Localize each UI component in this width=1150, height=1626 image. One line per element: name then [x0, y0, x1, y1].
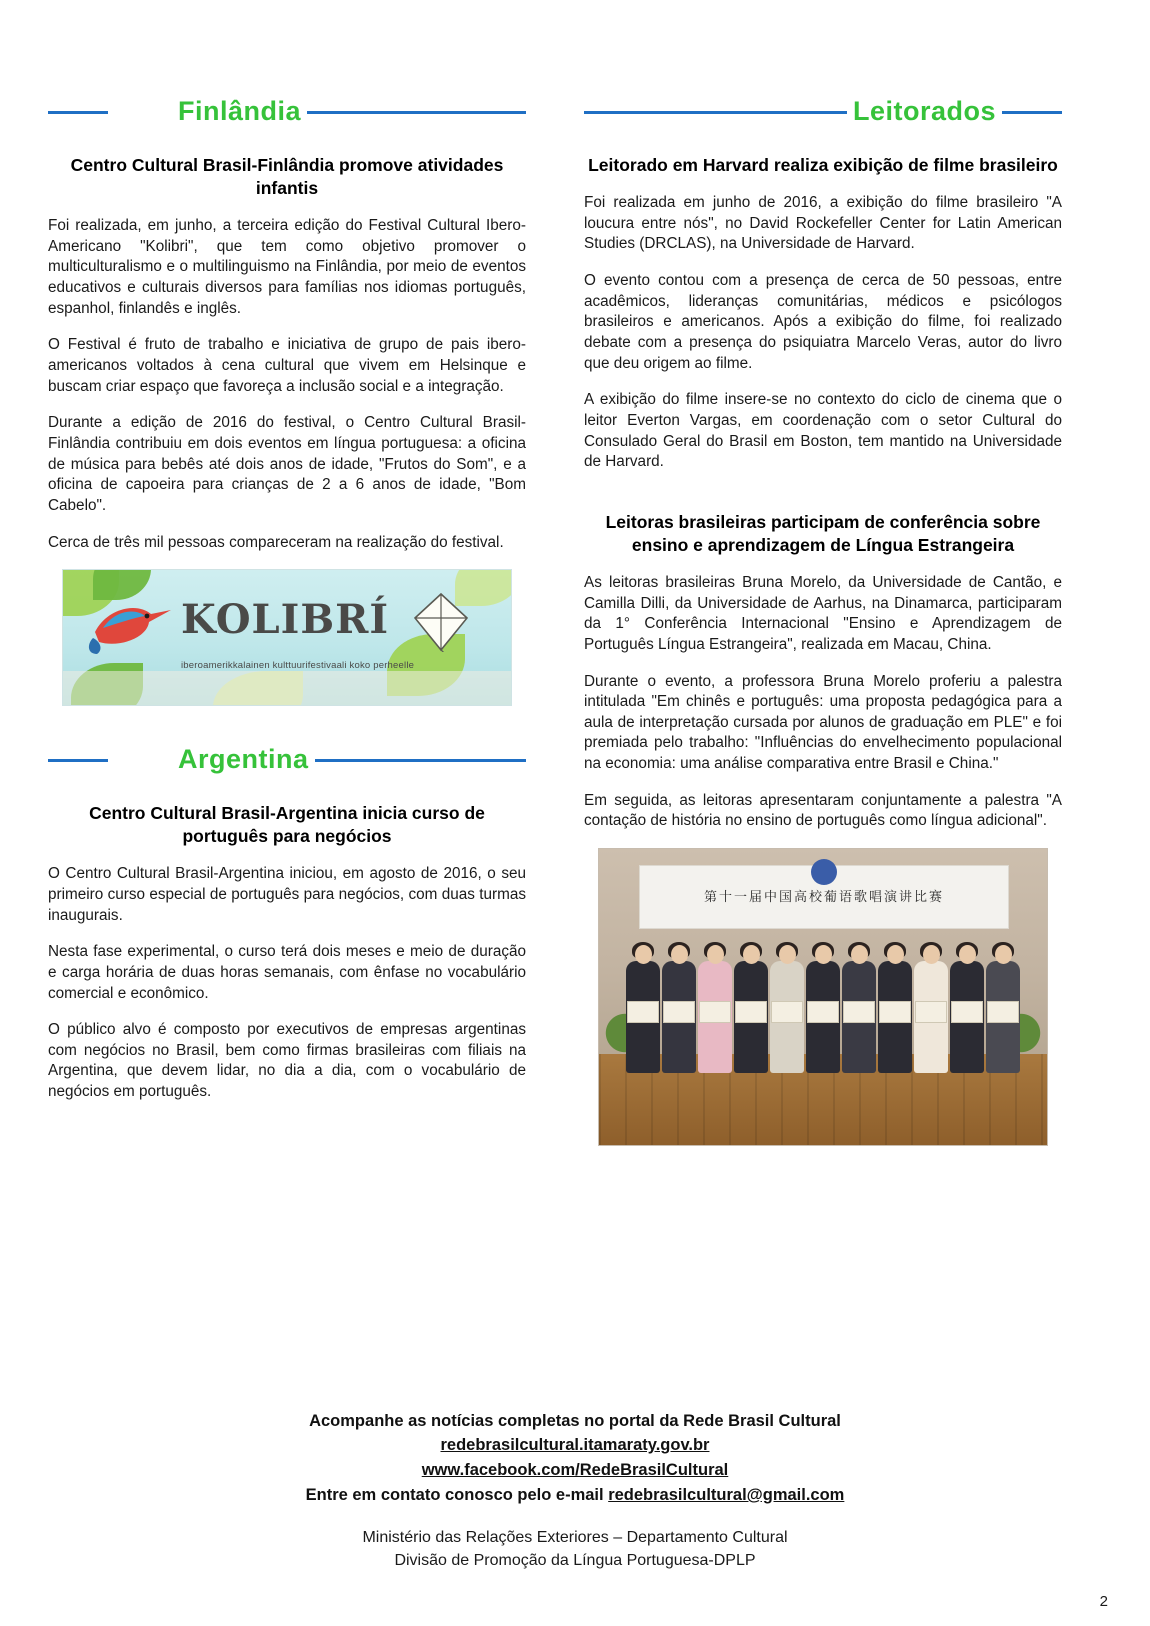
right-column [584, 92, 1062, 1146]
page-footer [0, 1409, 1150, 1572]
left-column [48, 92, 526, 1146]
person-figure [877, 945, 913, 1095]
photo-banner-text: 第十一届中国高校葡语歌唱演讲比赛 [703, 890, 944, 906]
kolibri-festival-banner-image [62, 569, 512, 706]
section-title-text: Finlândia [178, 95, 302, 126]
conference-group-photo-image [598, 848, 1048, 1146]
footer-ministry-line-2: Divisão de Promoção da Língua Portuguesa-DPLP [394, 1551, 756, 1569]
spacer [48, 706, 526, 740]
article-paragraph: Foi realizada, em junho, a terceira edição do Festival Cultural Ibero-Americano "Kolibri", que tem como objetivo promover o multiculturalismo e o multilinguismo na Finlândia, por meio de eventos educativos e culturais diversos para famílias nos idiomas português, espanhol, finlandês e inglês. [48, 217, 526, 317]
kite-icon [411, 592, 471, 652]
article-paragraph: O Festival é fruto de trabalho e iniciativa de grupo de pais ibero-americanos voltados à cena cultural que vivem em Helsinque e buscam criar espaço que favoreça a inclusão social e a integração. [48, 336, 526, 395]
footer-contact-prefix: Entre em contato conosco pelo e-mail [305, 1485, 609, 1504]
heading-rule-right [1002, 111, 1062, 114]
emblem-icon [811, 859, 837, 885]
footer-line-portal: Acompanhe as notícias completas no portal da Rede Brasil Cultural [309, 1411, 841, 1430]
article-paragraph: Nesta fase experimental, o curso terá dois meses e meio de duração e carga horária de duas horas semanais, com ênfase no vocabulário comercial e econômico. [48, 943, 526, 1002]
person-figure [805, 945, 841, 1095]
person-figure [841, 945, 877, 1095]
section-heading-leitorados [584, 92, 1062, 132]
person-figure [769, 945, 805, 1095]
person-figure [913, 945, 949, 1095]
heading-rule-right [307, 111, 526, 114]
spacer [584, 489, 1062, 511]
article-paragraph: O evento contou com a presença de cerca de 50 pessoas, entre acadêmicos, lideranças comunitárias, médicos e psicólogos brasileiros e americanos. Após a exibição do filme, foi realizado debate com a presença do psiquiatra Marcelo Veras, autor do livro que deu origem ao filme. [584, 272, 1062, 372]
article-paragraph: A exibição do filme insere-se no contexto do ciclo de cinema que o leitor Everton Vargas, em coordenação com o setor Cultural do Consulado Geral do Brasil em Boston, tem mantido na Universidade de Harvard. [584, 391, 1062, 471]
section-heading-argentina [48, 740, 526, 780]
footer-ministry-line-1: Ministério das Relações Exteriores – Departamento Cultural [362, 1528, 788, 1546]
article-title-harvard: Leitorado em Harvard realiza exibição de filme brasileiro [588, 155, 1058, 175]
person-figure [733, 945, 769, 1095]
article-title-finlandia: Centro Cultural Brasil-Finlândia promove atividades infantis [70, 155, 504, 199]
kolibri-wordmark: KOLIBRÍ [181, 596, 390, 644]
section-title-text: Leitorados [852, 95, 996, 126]
person-figure [949, 945, 985, 1095]
article-paragraph: O público alvo é composto por executivos de empresas argentinas com negócios no Brasil, bem como firmas brasileiras com filiais na Argentina, que devem lidar, no dia a dia, com o vocabulário de negócios em português. [48, 1021, 526, 1101]
article-paragraph: O Centro Cultural Brasil-Argentina iniciou, em agosto de 2016, o seu primeiro curso especial de português para negócios, com duas turmas inaugurais. [48, 865, 526, 924]
heading-rule-left [48, 111, 108, 114]
heading-rule-left [584, 111, 847, 114]
article-paragraph: Cerca de três mil pessoas compareceram na realização do festival. [48, 533, 504, 551]
hummingbird-icon [85, 588, 175, 660]
section-heading-finlandia [48, 92, 526, 132]
page-number: 2 [1099, 1593, 1108, 1610]
article-paragraph: As leitoras brasileiras Bruna Morelo, da Universidade de Cantão, e Camilla Dilli, da Universidade de Aarhus, na Dinamarca, participaram da 1° Conferência Internacional "Ensino e Aprendizagem de Português Língua Estrangeira", realizada em Macau, China. [584, 573, 1062, 653]
person-figure [661, 945, 697, 1095]
section-title-text: Argentina [178, 743, 309, 774]
footer-link-facebook[interactable]: www.facebook.com/RedeBrasilCultural [421, 1461, 729, 1480]
footer-link-email[interactable]: redebrasilcultural@gmail.com [608, 1485, 845, 1504]
footer-link-portal[interactable]: redebrasilcultural.itamaraty.gov.br [440, 1436, 710, 1455]
person-figure [697, 945, 733, 1095]
banner-strip [63, 671, 511, 705]
article-paragraph: Durante o evento, a professora Bruna Morelo proferiu a palestra intitulada "Em chinês e português: uma proposta pedagógica para a aula de interpretação cursada por alunos de graduação em PLE" e foi premiada pelo trabalho: "Influências do envelhecimento populacional na economia: uma análise comparativa entre Brasil e China." [584, 672, 1062, 773]
article-title-leitoras: Leitoras brasileiras participam de conferência sobre ensino e aprendizagem de Língua Estrangeira [605, 511, 1041, 555]
person-figure [625, 945, 661, 1095]
person-figure [985, 945, 1021, 1095]
kolibri-subtitle: iberoamerikkalainen kulttuurifestivaali koko perheelle [181, 660, 415, 672]
article-paragraph: Em seguida, as leitoras apresentaram conjuntamente a palestra "A contação de história no ensino de português como língua adicional". [584, 791, 1062, 830]
heading-rule-right [315, 759, 526, 762]
article-paragraph: Foi realizada em junho de 2016, a exibição do filme brasileiro "A loucura entre nós", no David Rockefeller Center for Latin American Studies (DRCLAS), na Universidade de Harvard. [584, 194, 1062, 253]
photo-people-row [625, 945, 1021, 1095]
article-paragraph: Durante a edição de 2016 do festival, o Centro Cultural Brasil-Finlândia contribuiu em dois eventos em língua portuguesa: a oficina de música para bebês até dois anos de idade, "Frutos do Som", e a oficina de capoeira para crianças de 2 a 6 anos de idade, "Bom Cabelo". [48, 414, 526, 514]
photo-banner [639, 865, 1009, 929]
article-title-argentina: Centro Cultural Brasil-Argentina inicia curso de português para negócios [89, 803, 485, 847]
heading-rule-left [48, 759, 108, 762]
